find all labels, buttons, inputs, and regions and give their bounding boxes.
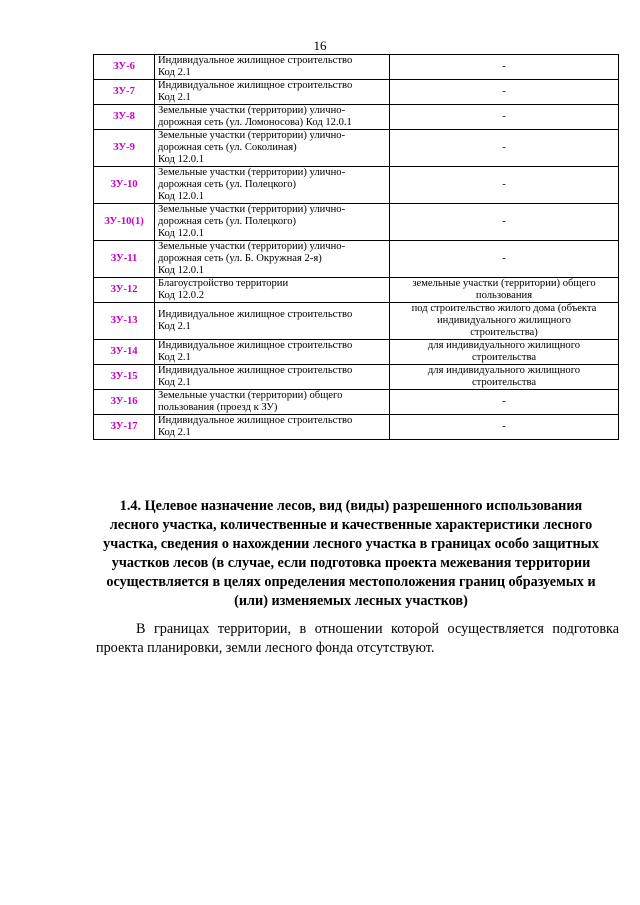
- permitted-use-line: Код 12.0.2: [158, 290, 205, 301]
- purpose-cell: [390, 415, 619, 440]
- permitted-use-line: Код 12.0.1: [158, 228, 205, 239]
- plot-code: ЗУ-10: [94, 167, 155, 204]
- purpose-line: -: [502, 111, 506, 122]
- permitted-use-cell: [155, 365, 390, 390]
- purpose-cell: [390, 204, 619, 241]
- permitted-use-cell: [155, 415, 390, 440]
- permitted-use-line: Благоустройство территории: [158, 278, 289, 289]
- purpose-cell: [390, 340, 619, 365]
- purpose-cell: [390, 80, 619, 105]
- permitted-use-line: дорожная сеть (ул. Соколиная): [158, 142, 297, 153]
- purpose-line: -: [502, 253, 506, 264]
- plot-code: ЗУ-15: [94, 365, 155, 390]
- plot-code: ЗУ-14: [94, 340, 155, 365]
- purpose-cell: [390, 167, 619, 204]
- plot-code: ЗУ-17: [94, 415, 155, 440]
- permitted-use-line: Код 2.1: [158, 92, 191, 103]
- purpose-line: для индивидуального жилищного: [427, 340, 581, 351]
- permitted-use-line: Земельные участки (территории) улично-: [158, 130, 346, 141]
- permitted-use-cell: [155, 130, 390, 167]
- purpose-line: -: [502, 421, 506, 432]
- purpose-line: -: [502, 86, 506, 97]
- purpose-line: -: [502, 61, 506, 72]
- permitted-use-line: Код 2.1: [158, 352, 191, 363]
- plot-code: ЗУ-13: [94, 303, 155, 340]
- permitted-use-cell: [155, 167, 390, 204]
- table-row: [94, 241, 619, 278]
- purpose-line: земельные участки (территории) общего: [412, 278, 596, 289]
- purpose-line: -: [502, 179, 506, 190]
- purpose-cell: [390, 278, 619, 303]
- permitted-use-line: Земельные участки (территории) улично-: [158, 204, 346, 215]
- permitted-use-line: Код 2.1: [158, 377, 191, 388]
- purpose-line: индивидуального жилищного: [437, 315, 571, 326]
- permitted-use-cell: [155, 105, 390, 130]
- permitted-use-line: Земельные участки (территории) общего: [158, 390, 343, 401]
- plot-code: ЗУ-16: [94, 390, 155, 415]
- permitted-use-line: Код 12.0.1: [158, 154, 205, 165]
- table-body: [94, 55, 619, 440]
- plot-code: ЗУ-6: [94, 55, 155, 80]
- table-row: [94, 390, 619, 415]
- plot-code: ЗУ-12: [94, 278, 155, 303]
- permitted-use-cell: [155, 55, 390, 80]
- purpose-line: -: [502, 142, 506, 153]
- purpose-cell: [390, 241, 619, 278]
- purpose-line: строительства: [471, 377, 537, 388]
- permitted-use-cell: [155, 278, 390, 303]
- plot-code: ЗУ-10(1): [94, 204, 155, 241]
- table-row: [94, 365, 619, 390]
- permitted-use-line: Код 2.1: [158, 321, 191, 332]
- permitted-use-line: Код 2.1: [158, 427, 191, 438]
- table-row: [94, 278, 619, 303]
- purpose-cell: [390, 303, 619, 340]
- purpose-cell: [390, 365, 619, 390]
- purpose-cell: [390, 390, 619, 415]
- purpose-line: строительства): [470, 327, 538, 338]
- table-row: [94, 340, 619, 365]
- permitted-use-cell: [155, 390, 390, 415]
- permitted-use-cell: [155, 340, 390, 365]
- table-row: [94, 303, 619, 340]
- table-row: [94, 415, 619, 440]
- permitted-use-line: дорожная сеть (ул. Полецкого): [158, 216, 297, 227]
- permitted-use-line: Индивидуальное жилищное строительство: [158, 80, 353, 91]
- purpose-line: для индивидуального жилищного: [427, 365, 581, 376]
- purpose-cell: [390, 130, 619, 167]
- table-row: [94, 167, 619, 204]
- table-row: [94, 105, 619, 130]
- plot-code: ЗУ-9: [94, 130, 155, 167]
- permitted-use-line: Код 2.1: [158, 67, 191, 78]
- plot-code: ЗУ-11: [94, 241, 155, 278]
- permitted-use-line: Земельные участки (территории) улично-: [158, 241, 346, 252]
- permitted-use-line: Индивидуальное жилищное строительство: [158, 309, 353, 320]
- permitted-use-line: Индивидуальное жилищное строительство: [158, 55, 353, 66]
- table-row: [94, 130, 619, 167]
- purpose-line: -: [502, 396, 506, 407]
- permitted-use-line: пользования (проезд к ЗУ): [158, 402, 278, 413]
- table-row: [94, 80, 619, 105]
- permitted-use-line: Земельные участки (территории) улично-: [158, 167, 346, 178]
- permitted-use-line: Код 12.0.1: [158, 191, 205, 202]
- purpose-cell: [390, 105, 619, 130]
- permitted-use-line: дорожная сеть (ул. Полецкого): [158, 179, 297, 190]
- page-number: 16: [313, 38, 327, 53]
- table-row: [94, 204, 619, 241]
- permitted-use-cell: [155, 303, 390, 340]
- purpose-line: -: [502, 216, 506, 227]
- plot-code: ЗУ-8: [94, 105, 155, 130]
- plot-code: ЗУ-7: [94, 80, 155, 105]
- permitted-use-cell: [155, 204, 390, 241]
- permitted-use-line: Индивидуальное жилищное строительство: [158, 365, 353, 376]
- purpose-cell: [390, 55, 619, 80]
- purpose-line: под строительство жилого дома (объекта: [411, 303, 597, 314]
- table-row: [94, 55, 619, 80]
- section-paragraph: В границах территории, в отношении которой осуществляется подготовка проекта планировки, земли лесного фонда отсутствуют.: [96, 621, 619, 656]
- permitted-use-line: дорожная сеть (ул. Ломоносова) Код 12.0.1: [158, 117, 352, 128]
- permitted-use-line: дорожная сеть (ул. Б. Окружная 2-я): [158, 253, 322, 264]
- permitted-use-line: Земельные участки (территории) улично-: [158, 105, 346, 116]
- permitted-use-cell: [155, 241, 390, 278]
- permitted-use-line: Код 12.0.1: [158, 265, 205, 276]
- land-plots-table: [93, 54, 619, 440]
- permitted-use-cell: [155, 80, 390, 105]
- purpose-line: строительства: [471, 352, 537, 363]
- permitted-use-line: Индивидуальное жилищное строительство: [158, 340, 353, 351]
- purpose-line: пользования: [475, 290, 533, 301]
- section-heading: 1.4. Целевое назначение лесов, вид (виды) разрешенного использования лесного участка, количественные и качественные характеристики лесного участка, сведения о нахождении лесного участка в границах особо защитных участков лесов (в случае, если подготовка проекта межевания территории осуществляется в целях определения местоположения границ образуемых и (или) изменяемых лесных участков): [103, 498, 599, 609]
- permitted-use-line: Индивидуальное жилищное строительство: [158, 415, 353, 426]
